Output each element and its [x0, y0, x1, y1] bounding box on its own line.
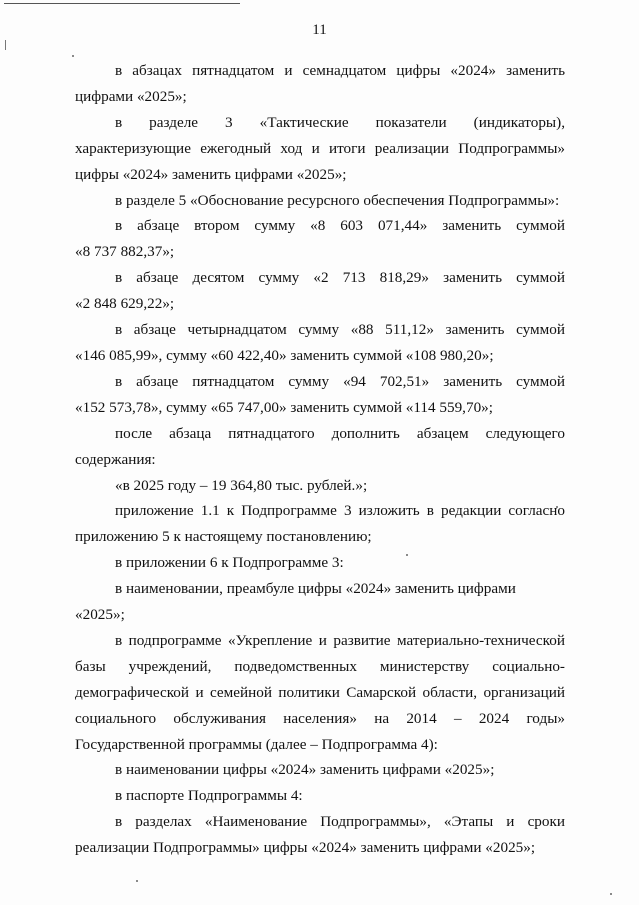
text-line-block [75, 317, 565, 343]
paragraph [75, 265, 565, 317]
text-line-block [75, 395, 565, 421]
text-line-block [75, 550, 565, 576]
text-line: в разделе 5 «Обоснование ресурсного обеспечения Подпрограммы»: [115, 191, 560, 209]
text-line: приложению 5 к настоящему постановлению; [75, 528, 372, 546]
text-line-block [75, 783, 565, 809]
text-line-block [75, 628, 565, 654]
text-line: в абзаце десятом сумму «2 713 818,29» заменить суммой [115, 269, 565, 287]
scan-speck [72, 55, 74, 57]
text-line-block [75, 757, 565, 783]
text-line-block [75, 343, 565, 369]
text-line-block [75, 473, 565, 499]
paragraph [75, 317, 565, 369]
text-line: в паспорте Подпрограммы 4: [115, 787, 303, 805]
paragraph [75, 498, 565, 550]
text-line: «2 848 629,22»; [75, 295, 175, 313]
text-line: приложение 1.1 к Подпрограмме 3 изложить в редакции согласно [115, 502, 565, 520]
paragraph [75, 628, 565, 758]
text-line-block [75, 524, 565, 550]
text-line-block [75, 369, 565, 395]
page-number: 11 [312, 22, 327, 38]
text-line: социального обслуживания населения» на 2014 – 2024 годы» [75, 709, 565, 727]
text-line-block [75, 136, 565, 162]
paragraph [75, 213, 565, 265]
text-line: в приложении 6 к Подпрограмме 3: [115, 554, 344, 572]
text-line-block [75, 239, 565, 265]
text-line-block [75, 421, 565, 447]
scan-speck [610, 893, 612, 895]
text-line: в абзаце втором сумму «8 603 071,44» заменить суммой [115, 217, 565, 235]
text-line: содержания: [75, 450, 156, 468]
document-body [75, 58, 565, 861]
scan-speck [136, 880, 138, 882]
paragraph [75, 809, 565, 861]
text-line-block [75, 706, 565, 732]
paragraph [75, 110, 565, 188]
text-line: «8 737 882,37»; [75, 243, 175, 261]
text-line: в подпрограмме «Укрепление и развитие материально-технической [115, 631, 565, 649]
text-line: цифрами «2025»; [75, 87, 187, 105]
text-line: цифры «2024» заменить цифрами «2025»; [75, 165, 347, 183]
text-line-block [75, 809, 565, 835]
paragraph [75, 550, 565, 576]
text-line: реализации Подпрограммы» цифры «2024» заменить цифрами «2025»; [75, 839, 536, 857]
text-line-block [75, 84, 565, 110]
text-line: «в 2025 году – 19 364,80 тыс. рублей.»; [115, 476, 368, 494]
text-line-block [75, 110, 565, 136]
text-line-block [75, 213, 565, 239]
text-line: в абзацах пятнадцатом и семнадцатом цифры «2024» заменить [115, 62, 565, 79]
text-line-block [75, 188, 565, 214]
top-edge-rule [4, 3, 240, 4]
text-line: в абзаце пятнадцатом сумму «94 702,51» заменить суммой [115, 372, 565, 390]
text-line-block [75, 835, 565, 861]
paragraph [75, 783, 565, 809]
paragraph [75, 188, 565, 214]
text-line: в разделах «Наименование Подпрограммы», «Этапы и сроки [115, 813, 565, 831]
text-line: в наименовании цифры «2024» заменить цифрами «2025»; [115, 761, 495, 779]
text-line: после абзаца пятнадцатого дополнить абзацем следующего [115, 424, 565, 442]
margin-mark [5, 40, 6, 50]
text-line-block [75, 732, 565, 758]
text-line: Государственной программы (далее – Подпрограмма 4): [75, 735, 438, 753]
text-line: «152 573,78», сумму «65 747,00» заменить суммой «114 559,70»; [75, 398, 493, 416]
text-line: «146 085,99», сумму «60 422,40» заменить суммой «108 980,20»; [75, 346, 494, 364]
text-line: в абзаце четырнадцатом сумму «88 511,12» заменить суммой [115, 321, 565, 339]
paragraph [75, 576, 565, 628]
paragraph [75, 369, 565, 421]
text-line-block [75, 447, 565, 473]
text-line-block [75, 265, 565, 291]
text-line: в разделе 3 «Тактические показатели (индикаторы), [115, 113, 565, 131]
text-line-block [75, 498, 565, 524]
text-line: демографической и семейной политики Самарской области, организаций [75, 683, 565, 701]
text-line-block [75, 654, 565, 680]
text-line-block [75, 58, 565, 84]
paragraph [75, 473, 565, 499]
text-line-block [75, 291, 565, 317]
text-line-block [75, 680, 565, 706]
text-line-block [75, 162, 565, 188]
paragraph [75, 421, 565, 473]
text-line-block [75, 576, 565, 628]
text-line: характеризующие ежегодный ход и итоги реализации Подпрограммы» [75, 139, 565, 157]
text-line: базы учреждений, подведомственных министерству социально- [75, 657, 565, 675]
text-line: в наименовании, преамбуле цифры «2024» заменить цифрами «2025»; [75, 580, 516, 624]
paragraph [75, 58, 565, 110]
paragraph [75, 757, 565, 783]
